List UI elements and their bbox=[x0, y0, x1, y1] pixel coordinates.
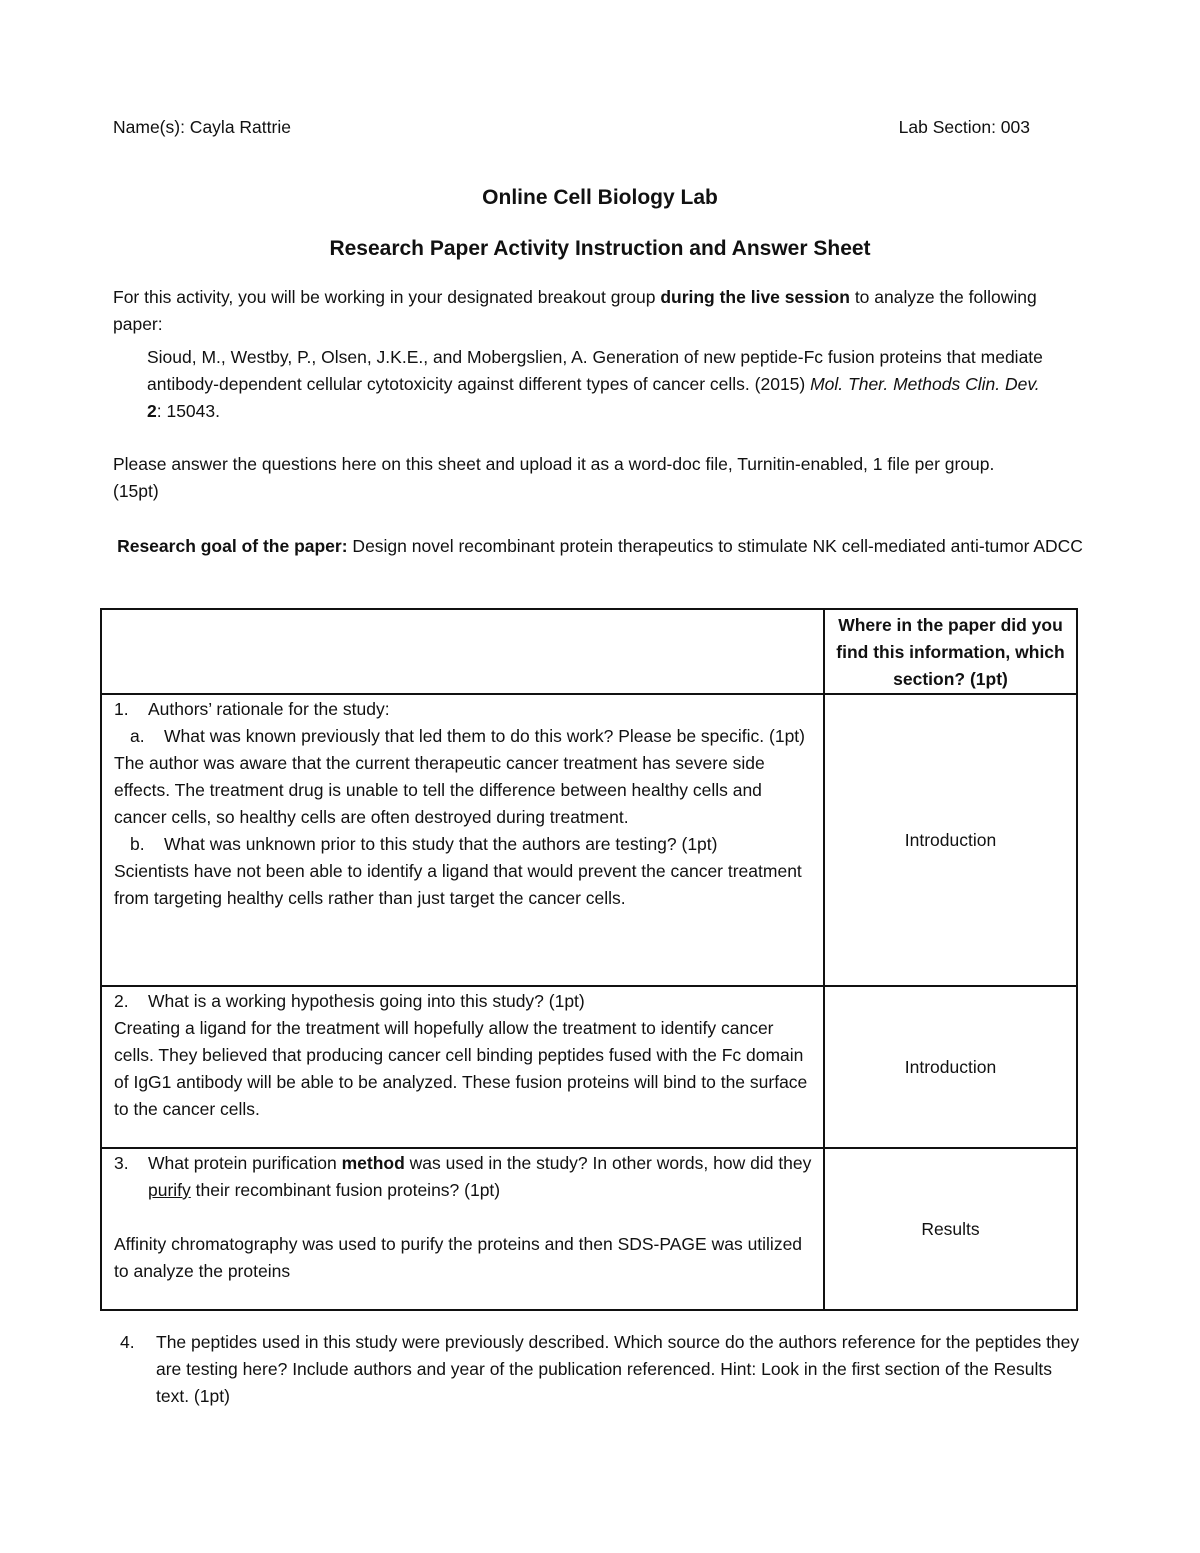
question-text-underlined: purify bbox=[148, 1180, 191, 1200]
intro-bold-phrase: during the live session bbox=[660, 287, 850, 307]
question-3 bbox=[114, 1150, 813, 1204]
question-cell bbox=[101, 694, 824, 986]
questions-table bbox=[100, 608, 1078, 1311]
citation-volume: 2 bbox=[147, 401, 157, 421]
research-goal bbox=[105, 533, 1095, 560]
answer-text[interactable]: Creating a ligand for the treatment will hopefully allow the treatment to identify cancer cells. They believed that producing cancer cell binding peptides fused with the Fc domain of IgG1 antibody will be able to be analyzed. These fusion proteins will bind to the surface to the cancer cells. bbox=[114, 1018, 808, 1119]
question-text-part2: was used in the study? In other words, how did they bbox=[404, 1153, 812, 1173]
document-title: Online Cell Biology Lab bbox=[482, 186, 718, 209]
student-names: Name(s): Cayla Rattrie bbox=[113, 117, 291, 137]
research-goal-text: Design novel recombinant protein therapeutics to stimulate NK cell-mediated anti-tumor ADCC bbox=[347, 536, 1083, 556]
header-section-cell bbox=[824, 609, 1077, 694]
table-row bbox=[101, 694, 1077, 986]
section-cell[interactable]: Introduction bbox=[824, 694, 1077, 986]
question-text-part3: their recombinant fusion proteins? (1pt) bbox=[190, 1180, 501, 1200]
question-2 bbox=[114, 988, 813, 1015]
header-section-label: Where in the paper did you find this information, which section? (1pt) bbox=[836, 615, 1065, 689]
answer-text[interactable]: Scientists have not been able to identify a ligand that would prevent the cancer treatment from targeting healthy cells rather than just target the cancer cells. bbox=[114, 861, 802, 908]
question-number: 4. bbox=[120, 1332, 135, 1352]
answer-text[interactable]: Affinity chromatography was used to purify the proteins and then SDS-PAGE was utilized to analyze the proteins bbox=[114, 1234, 803, 1281]
research-goal-label: Research goal of the paper: bbox=[117, 536, 348, 556]
sub-question-letter: b. bbox=[130, 834, 145, 854]
header-blank-cell bbox=[101, 609, 824, 694]
intro-text-after: to analyze the following paper: bbox=[113, 287, 1037, 334]
document-subtitle: Research Paper Activity Instruction and Answer Sheet bbox=[329, 237, 871, 260]
question-1a bbox=[114, 723, 813, 750]
question-4 bbox=[120, 1329, 1080, 1410]
citation-authors-title: Sioud, M., Westby, P., Olsen, J.K.E., and Mobergslien, A. Generation of new peptide-Fc fusion proteins that mediate antibody-dependent cellular cytotoxicity against different types of cancer cells. (2015) bbox=[147, 347, 1043, 394]
sub-question-text: What was unknown prior to this study that the authors are testing? (1pt) bbox=[164, 834, 718, 854]
lab-section: Lab Section: 003 bbox=[898, 117, 1030, 137]
section-cell[interactable]: Results bbox=[824, 1148, 1077, 1310]
question-text: What is a working hypothesis going into this study? (1pt) bbox=[148, 991, 585, 1011]
question-number: 1. bbox=[114, 699, 129, 719]
activity-intro bbox=[113, 284, 1048, 338]
answer-text[interactable]: The author was aware that the current therapeutic cancer treatment has severe side effects. The treatment drug is unable to tell the difference between healthy cells and cancer cells, so healthy cells are often destroyed during treatment. bbox=[114, 753, 765, 827]
sub-question-text: What was known previously that led them to do this work? Please be specific. (1pt) bbox=[164, 726, 805, 746]
question-text: The peptides used in this study were previously described. Which source do the authors reference for the peptides they are testing here? Include authors and year of the publication referenced. Hint: Look in the first section of the Results text. (1pt) bbox=[156, 1332, 1080, 1406]
question-cell bbox=[101, 1148, 824, 1310]
table-header-row bbox=[101, 609, 1077, 694]
citation-journal: Mol. Ther. Methods Clin. Dev. bbox=[810, 374, 1040, 394]
table-row bbox=[101, 1148, 1077, 1310]
question-text-bold: method bbox=[341, 1153, 405, 1173]
section-cell[interactable]: Introduction bbox=[824, 986, 1077, 1148]
sub-question-letter: a. bbox=[130, 726, 145, 746]
blank-line bbox=[114, 1204, 813, 1231]
intro-text-before: For this activity, you will be working in your designated breakout group bbox=[113, 287, 661, 307]
question-text: Authors’ rationale for the study: bbox=[148, 699, 390, 719]
citation-pages: : 15043. bbox=[156, 401, 220, 421]
upload-instructions: Please answer the questions here on this sheet and upload it as a word-doc file, Turnitin-enabled, 1 file per group. (15pt) bbox=[113, 454, 995, 501]
table-row bbox=[101, 986, 1077, 1148]
question-text-part1: What protein purification bbox=[148, 1153, 342, 1173]
question-1b bbox=[114, 831, 813, 858]
question-1 bbox=[114, 696, 813, 723]
header-row bbox=[113, 114, 1030, 142]
question-number: 2. bbox=[114, 991, 129, 1011]
question-number: 3. bbox=[114, 1153, 129, 1173]
question-cell bbox=[101, 986, 824, 1148]
paper-citation bbox=[147, 344, 1047, 425]
